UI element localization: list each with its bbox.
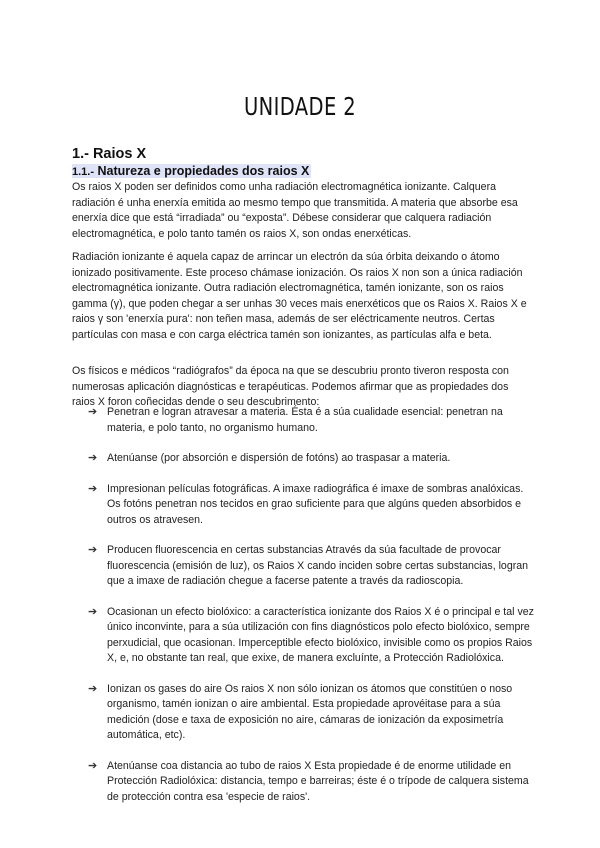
right-arrow-icon: ➔ [88, 682, 98, 695]
list-item [88, 451, 534, 467]
list-item-text: Penetran e logran atravesar a materia. Ésta é a súa cualidade esencial: penetran na materia, e polo tanto, no organismo humano. [107, 406, 503, 434]
list-item-text: Atenúanse (por absorción e dispersión de fotóns) ao traspasar a materia. [107, 452, 451, 464]
right-arrow-icon: ➔ [88, 759, 98, 772]
list-item [88, 543, 534, 590]
list-item-text: Impresionan películas fotográficas. A imaxe radiográfica é imaxe de sombras analóxicas. Os fotóns penetran nos tecidos en grao suficiente para que algúns queden absorbidos e outros os atravesen. [107, 482, 524, 526]
paragraph: Os raios X poden ser definidos como unha radiación electromagnética ionizante. Calquera radiación é unha enerxía emitida ao mesmo tempo que transmitida. A materia que absorbe esa enerxía dice que está “irradiada” ou “exposta”. Débese considerar que calquera radiación electromagnética, e polo tanto tamén os raios X, son ondas enerxéticas. [72, 181, 518, 240]
right-arrow-icon: ➔ [88, 605, 98, 618]
right-arrow-icon: ➔ [88, 452, 98, 464]
right-arrow-icon: ➔ [88, 406, 98, 418]
list-item [88, 482, 534, 529]
paragraph: Radiación ionizante é aquela capaz de arrincar un electrón da súa órbita deixando o átomo ionizado positivamente. Este proceso chámase ionización. Os raios X non son a única radiación electromagnética ionizante. Outra radiación electromagnética, tamén ionizante, son os raios gamma (γ), que poden chegar a ser unhas 30 veces mais enerxéticos que os Raios X. Raios X e raios γ son 'enerxía pura': non teñen masa, además de ser eléctricamente neutros. Certas partículas con masa e con carga eléctrica tamén son ionizantes, as partículas alfa e beta. [72, 251, 527, 341]
page-title: UNIDADE 2 [243, 92, 357, 121]
subsection-heading [72, 164, 311, 178]
list-item [88, 759, 534, 806]
list-item [88, 682, 534, 744]
list-item [88, 605, 534, 667]
list-item [88, 405, 534, 436]
subsection-label: Natureza e propiedades dos raios X [97, 164, 310, 178]
section-heading [72, 146, 146, 162]
properties-list [88, 405, 534, 820]
list-item-text: Producen fluorescencia en certas substancias Através da súa facultade de provocar fluorescencia (emisión de luz), os Raios X cando inciden sobre certas substancias, logran que a imaxe de radiación chegue a facerse patente a través da radioscopia. [107, 544, 529, 587]
right-arrow-icon: ➔ [88, 544, 98, 556]
list-item-text: Ionizan os gases do aire Os raios X non sólo ionizan os átomos que constitúen o noso organismo, tamén ionizan o aire ambiental. Esta propiedade aprovéitase para a súa medición (dose e taxa de exposición no aire, cámaras de ionización da exposimetría automática, etc). [107, 682, 513, 741]
paragraph: Os físicos e médicos “radiógrafos” da época na que se descubriu pronto tiveron resposta con numerosas aplicación diagnósticas e terapéuticas. Podemos afirmar que as propiedades dos raios X foron coñecidas dende o seu descubrimento: [72, 365, 509, 408]
right-arrow-icon: ➔ [88, 482, 98, 495]
list-item-text: Atenúanse coa distancia ao tubo de raios X Esta propiedade é de enorme utilidade en Protección Radiolóxica: distancia, tempo e barreiras; éste é o trípode de calquera sistema de protección contra esa 'especie de raios'. [107, 759, 529, 803]
list-item-text: Ocasionan un efecto biolóxico: a característica ionizante dos Raios X é o principal e tal vez único inconvinte, para a súa utilización con fins diagnósticos polo efecto biolóxico, sempre perxudicial, que ocasionan. Imperceptible efecto biolóxico, invisible como os propios Raios X, e, no obstante tan real, que exixe, de manera excluínte, a Protección Radiolóxica. [107, 605, 534, 664]
subsection-number: 1.1.- [72, 166, 95, 178]
section-label: Raios X [92, 146, 147, 162]
section-number: 1.- [72, 146, 89, 162]
